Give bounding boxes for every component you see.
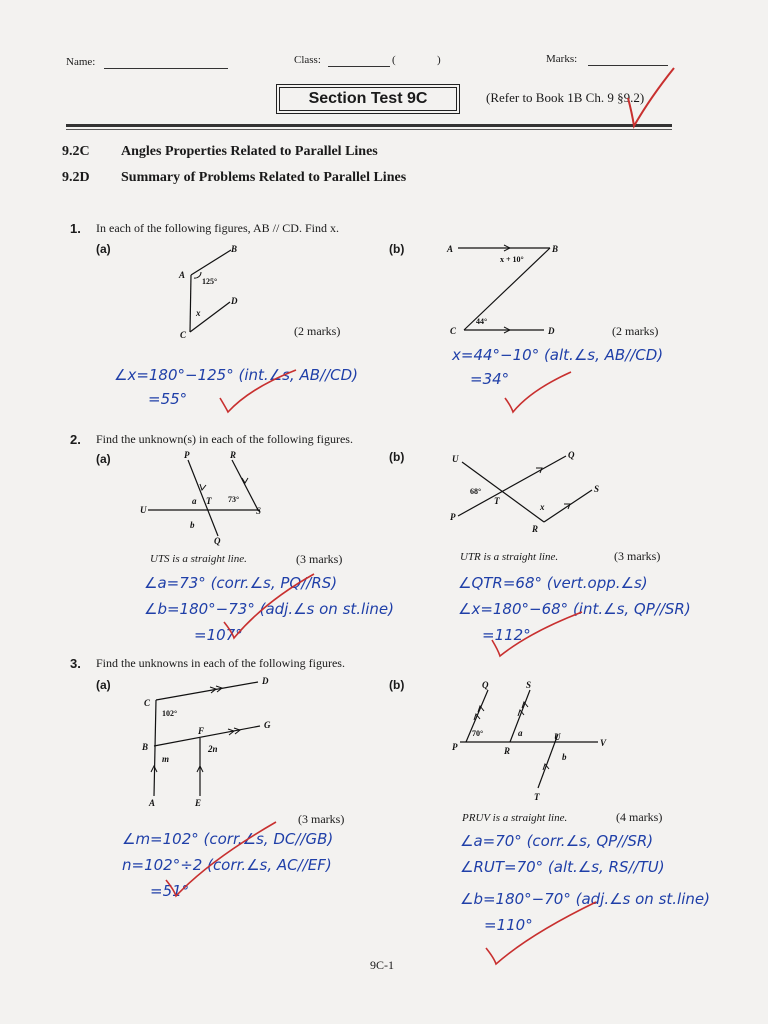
- class-label: Class:: [294, 54, 321, 66]
- q1b-answer-line-2: =34°: [470, 370, 510, 388]
- q1b-point-d: D: [548, 326, 555, 336]
- q1a-marks: (2 marks): [294, 324, 341, 338]
- q3a-point-a: A: [149, 798, 156, 808]
- q1b-check-mark: [495, 368, 575, 418]
- section-code-2: 9.2D: [62, 170, 90, 185]
- q2b-marks: (3 marks): [614, 549, 661, 563]
- question-3-number: 3.: [70, 656, 81, 671]
- q2b-x-label: x: [540, 502, 545, 512]
- q3b-point-p: P: [452, 742, 458, 752]
- question-1-number: 1.: [70, 221, 81, 236]
- q2a-angle-label: 73°: [228, 495, 240, 504]
- q3b-check-mark: [480, 900, 600, 970]
- header-rule: [66, 124, 672, 127]
- q2b-point-p: P: [450, 512, 456, 522]
- q3a-m-label: m: [162, 754, 170, 764]
- q1a-point-a: A: [179, 270, 186, 280]
- q3a-answer-line-3: =51°: [150, 882, 190, 900]
- q2a-b-label: b: [190, 520, 195, 530]
- q1a-point-b: B: [231, 244, 238, 254]
- question-3-text: Find the unknowns in each of the following figures.: [96, 656, 345, 670]
- q3b-point-q: Q: [482, 680, 489, 690]
- q2a-point-p: P: [184, 450, 190, 460]
- q2b-point-r: R: [532, 524, 539, 534]
- q3a-marks: (3 marks): [298, 812, 345, 826]
- q2b-check-mark: [486, 610, 586, 660]
- q2b-figure: [448, 448, 608, 538]
- q1b-point-c: C: [450, 326, 457, 336]
- q2a-check-mark: [218, 572, 318, 642]
- q3a-angle-label: 102°: [162, 709, 178, 718]
- q1b-marks: (2 marks): [612, 324, 659, 338]
- q2a-answer-line-3: =107°: [194, 626, 243, 644]
- q2a-answer-line-2: ∠b=180°−73° (adj.∠s on st.line): [144, 600, 394, 618]
- q1a-answer-line-1: ∠x=180°−125° (int.∠s, AB//CD): [114, 366, 358, 384]
- section-code-1: 9.2C: [62, 144, 90, 159]
- q2b-answer-line-1: ∠QTR=68° (vert.opp.∠s): [458, 574, 648, 592]
- q2a-a-label: a: [192, 496, 197, 506]
- q2b-answer-line-2: ∠x=180°−68° (int.∠s, QP//SR): [458, 600, 691, 618]
- q3a-point-f: F: [198, 726, 205, 736]
- refer-text: (Refer to Book 1B Ch. 9 §9.2): [486, 90, 645, 105]
- q2a-marks: (3 marks): [296, 552, 343, 566]
- q3b-point-u: U: [554, 732, 561, 742]
- question-1-text: In each of the following figures, AB // CD. Find x.: [96, 221, 339, 235]
- section-title-2: Summary of Problems Related to Parallel Lines: [121, 170, 407, 185]
- q3a-point-b: B: [142, 742, 149, 752]
- marks-label: Marks:: [546, 53, 578, 65]
- q1b-point-a: A: [447, 244, 454, 254]
- question-2-text: Find the unknown(s) in each of the following figures.: [96, 432, 353, 446]
- q1a-check-mark: [210, 368, 300, 418]
- q1b-figure: [444, 238, 574, 338]
- q3b-b-label: b: [562, 752, 567, 762]
- q3a-answer-line-2: n=102°÷2 (corr.∠s, AC//EF): [122, 856, 332, 874]
- q1a-point-d: D: [231, 296, 238, 306]
- q3a-figure: [140, 672, 280, 812]
- q2a-point-r: R: [230, 450, 237, 460]
- marks-tick-mark: [610, 58, 680, 138]
- q3b-point-r: R: [504, 746, 511, 756]
- q3b-angle-label: 70°: [472, 729, 484, 738]
- q2a-figure: [140, 448, 280, 548]
- q2b-label: (b): [389, 450, 405, 464]
- page-number: 9C-1: [370, 958, 394, 972]
- q1b-bottom-angle: 44°: [476, 317, 488, 326]
- q3a-answer-line-1: ∠m=102° (corr.∠s, DC//GB): [122, 830, 334, 848]
- q3b-answer-line-2: ∠RUT=70° (alt.∠s, RS//TU): [460, 858, 665, 876]
- class-field[interactable]: [328, 56, 390, 67]
- q3b-caption: PRUV is a straight line.: [462, 812, 568, 824]
- q1a-answer-line-2: =55°: [148, 390, 188, 408]
- q3a-point-e: E: [195, 798, 202, 808]
- q2b-point-t: T: [494, 496, 500, 506]
- q3b-marks: (4 marks): [616, 810, 663, 824]
- q2b-angle-label: 68°: [470, 487, 482, 496]
- class-paren-open: (: [392, 54, 396, 66]
- name-label: Name:: [66, 56, 96, 68]
- name-field[interactable]: [104, 58, 228, 69]
- class-paren-close: ): [437, 54, 441, 66]
- q3b-answer-line-4: =110°: [484, 916, 533, 934]
- section-title-1: Angles Properties Related to Parallel Lines: [121, 144, 378, 159]
- q2a-point-u: U: [140, 505, 147, 515]
- q1b-top-angle: x + 10°: [500, 255, 524, 264]
- q1a-point-c: C: [180, 330, 187, 340]
- q3b-label: (b): [389, 678, 405, 692]
- q3b-figure: [448, 676, 618, 806]
- q2a-point-q: Q: [214, 536, 221, 546]
- q3b-answer-line-3: ∠b=180°−70° (adj.∠s on st.line): [460, 890, 710, 908]
- q3b-a-label: a: [518, 728, 523, 738]
- q2a-label: (a): [96, 452, 111, 466]
- title-text: Section Test 9C: [308, 90, 428, 107]
- q3b-point-v: V: [600, 738, 607, 748]
- q2b-point-q: Q: [568, 450, 575, 460]
- q3a-point-c: C: [144, 698, 151, 708]
- q1b-point-b: B: [552, 244, 559, 254]
- q2b-caption: UTR is a straight line.: [460, 551, 559, 563]
- q3a-point-d: D: [262, 676, 269, 686]
- q2a-answer-line-1: ∠a=73° (corr.∠s, PQ//RS): [144, 574, 338, 592]
- q1a-label: (a): [96, 242, 111, 256]
- q1a-x-label: x: [196, 308, 201, 318]
- q3b-point-s: S: [526, 680, 532, 690]
- q2a-point-t: T: [206, 496, 212, 506]
- header-rule-thin: [66, 129, 672, 130]
- question-2-number: 2.: [70, 432, 81, 447]
- q2b-answer-line-3: =112°: [482, 626, 531, 644]
- q2a-point-s: S: [256, 506, 262, 516]
- q2b-point-s: S: [594, 484, 600, 494]
- q2b-point-u: U: [452, 454, 459, 464]
- q1b-label: (b): [389, 242, 405, 256]
- q1a-figure: [170, 240, 250, 340]
- q3a-n-label: 2n: [208, 744, 218, 754]
- q2a-caption: UTS is a straight line.: [150, 553, 247, 565]
- q3b-point-t: T: [534, 792, 540, 802]
- section-test-title: [276, 84, 460, 114]
- q3a-label: (a): [96, 678, 111, 692]
- q3a-check-mark: [160, 820, 280, 900]
- q1b-answer-line-1: x=44°−10° (alt.∠s, AB//CD): [452, 346, 664, 364]
- q1a-angle-label: 125°: [202, 277, 218, 286]
- q3a-point-g: G: [264, 720, 271, 730]
- q3b-answer-line-1: ∠a=70° (corr.∠s, QP//SR): [460, 832, 654, 850]
